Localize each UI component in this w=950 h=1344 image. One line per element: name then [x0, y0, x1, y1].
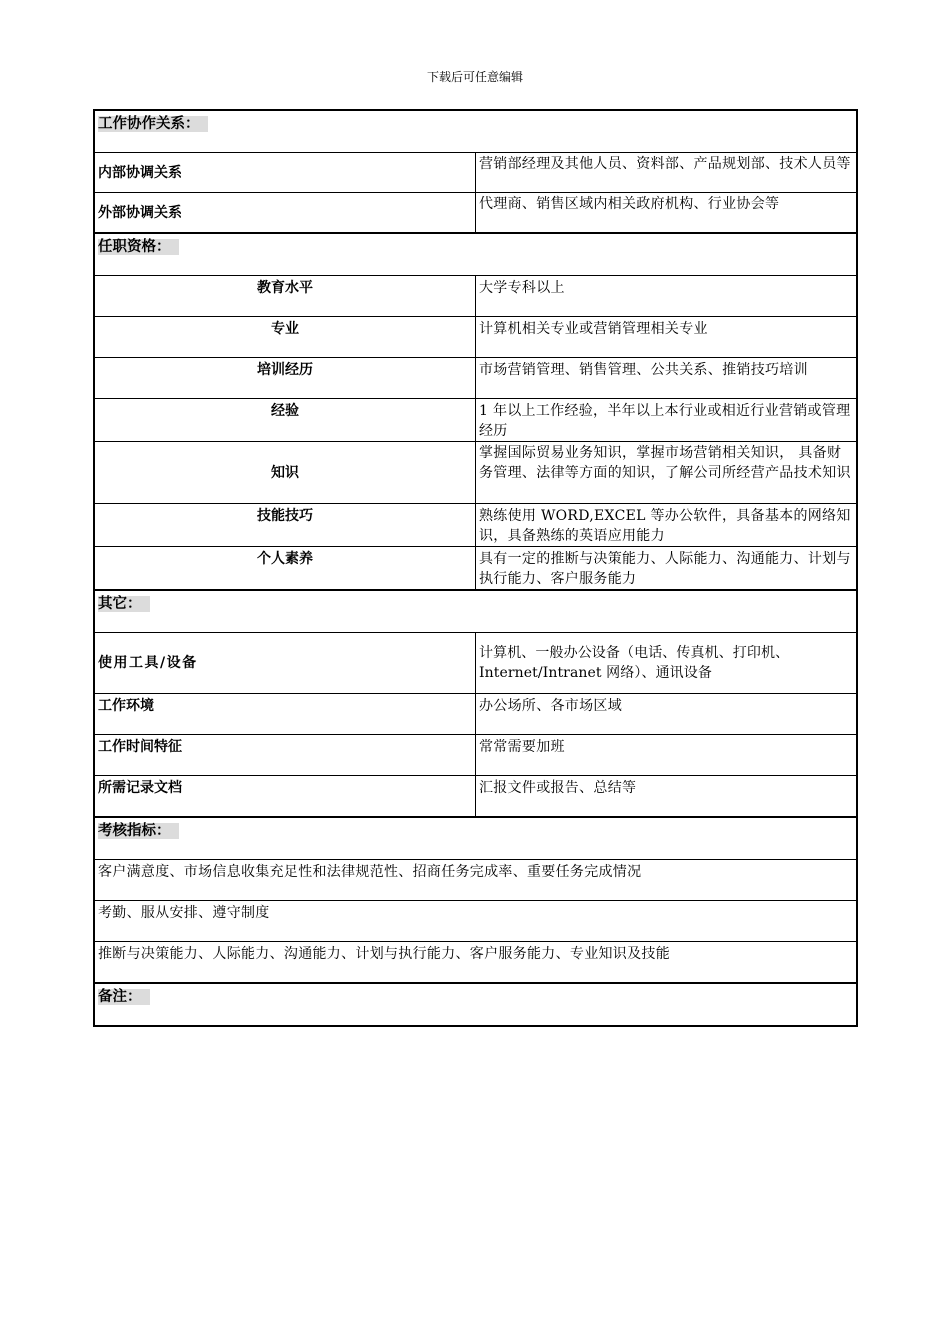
assessment-item-1: 客户满意度、市场信息收集充足性和法律规范性、招商任务完成率、重要任务完成情况 — [94, 860, 857, 901]
job-description-table — [93, 109, 858, 1027]
section-cooperation-header — [94, 110, 857, 153]
row-value-tools: 计算机、一般办公设备（电话、传真机、打印机、Internet/Intranet 网络）、通讯设备 — [476, 633, 858, 694]
row-value-skills: 熟练使用 WORD,EXCEL 等办公软件，具备基本的网络知识，具备熟练的英语应用能力 — [476, 504, 858, 547]
section-qualifications-header — [94, 233, 857, 276]
assessment-item-2: 考勤、服从安排、遵守制度 — [94, 901, 857, 942]
header-note: 下载后可任意编辑 — [426, 70, 523, 84]
row-value-training: 市场营销管理、销售管理、公共关系、推销技巧培训 — [476, 358, 858, 399]
row-label-skills: 技能技巧 — [94, 504, 476, 547]
row-label-knowledge: 知识 — [94, 442, 476, 504]
table-row — [94, 735, 857, 776]
row-label-personal: 个人素养 — [94, 547, 476, 591]
table-row — [94, 942, 857, 984]
table-row — [94, 776, 857, 818]
section-title-other: 其它： — [94, 590, 857, 633]
row-value-external: 代理商、销售区域内相关政府机构、行业协会等 — [476, 193, 858, 234]
table-row — [94, 694, 857, 735]
row-label-external: 外部协调关系 — [94, 193, 476, 234]
row-value-knowledge: 掌握国际贸易业务知识，掌握市场营销相关知识， 具备财务管理、法律等方面的知识，了解公司所经营产品技术知识 — [476, 442, 858, 504]
table-row — [94, 358, 857, 399]
row-value-personal: 具有一定的推断与决策能力、人际能力、沟通能力、计划与执行能力、客户服务能力 — [476, 547, 858, 591]
row-value-major: 计算机相关专业或营销管理相关专业 — [476, 317, 858, 358]
row-value-internal: 营销部经理及其他人员、资料部、产品规划部、技术人员等 — [476, 153, 858, 193]
row-label-tools: 使用工具/设备 — [94, 633, 476, 694]
row-label-work-time: 工作时间特征 — [94, 735, 476, 776]
section-assessment-header — [94, 817, 857, 860]
row-value-education: 大学专科以上 — [476, 276, 858, 317]
section-remarks-header — [94, 983, 857, 1026]
row-label-environment: 工作环境 — [94, 694, 476, 735]
table-row — [94, 442, 857, 504]
row-label-major: 专业 — [94, 317, 476, 358]
section-title-assessment: 考核指标： — [94, 817, 857, 860]
row-label-training: 培训经历 — [94, 358, 476, 399]
row-value-documents: 汇报文件或报告、总结等 — [476, 776, 858, 818]
table-row — [94, 860, 857, 901]
table-row — [94, 276, 857, 317]
table-row — [94, 633, 857, 694]
section-title-cooperation: 工作协作关系： — [94, 110, 857, 153]
row-value-environment: 办公场所、各市场区域 — [476, 694, 858, 735]
table-row — [94, 193, 857, 234]
section-title-remarks: 备注： — [94, 983, 857, 1026]
table-row — [94, 317, 857, 358]
section-other-header — [94, 590, 857, 633]
table-row — [94, 901, 857, 942]
section-title-qualifications: 任职资格： — [94, 233, 857, 276]
table-row — [94, 547, 857, 591]
row-value-work-time: 常常需要加班 — [476, 735, 858, 776]
table-row — [94, 504, 857, 547]
table-row — [94, 153, 857, 193]
row-label-internal: 内部协调关系 — [94, 153, 476, 193]
row-label-education: 教育水平 — [94, 276, 476, 317]
row-label-documents: 所需记录文档 — [94, 776, 476, 818]
table-row — [94, 399, 857, 442]
row-value-experience: 1 年以上工作经验，半年以上本行业或相近行业营销或管理经历 — [476, 399, 858, 442]
assessment-item-3: 推断与决策能力、人际能力、沟通能力、计划与执行能力、客户服务能力、专业知识及技能 — [94, 942, 857, 984]
row-label-experience: 经验 — [94, 399, 476, 442]
